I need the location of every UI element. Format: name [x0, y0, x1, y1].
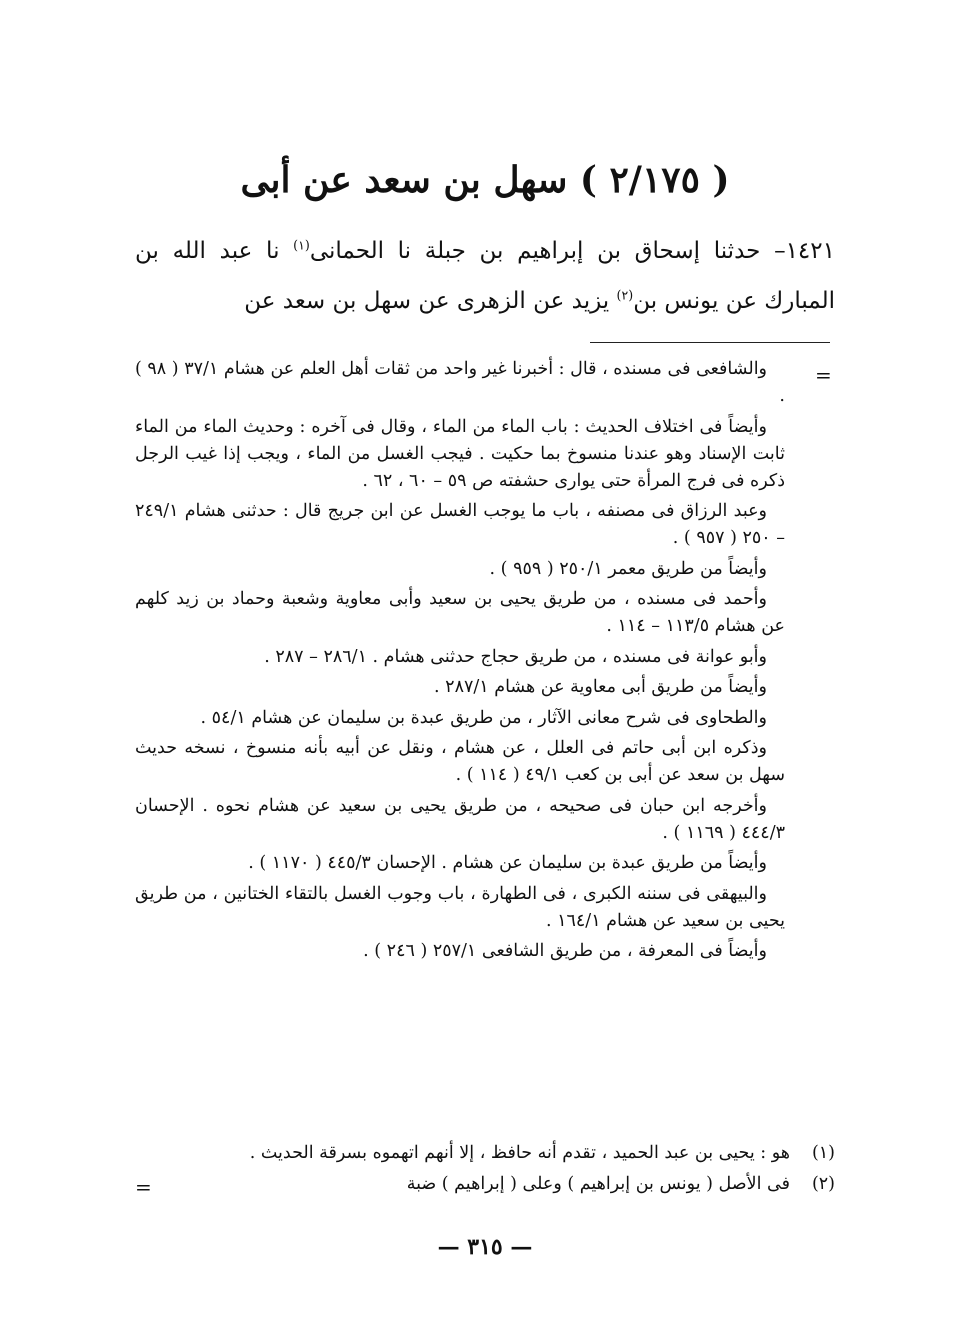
- footnote-separator: [590, 342, 830, 343]
- footnote-text: هو : يحيى بن عبد الحميد ، تقدم أنه حافظ ، إلا أنهم اتهموه بسرقة الحديث .: [249, 1143, 790, 1163]
- continuation-mark-bottom: =: [135, 1175, 152, 1199]
- continuation-mark-top: =: [815, 363, 832, 387]
- continued-footnote: [135, 356, 785, 969]
- hadith-text-part-1: ١٤٢١– حدثنا إسحاق بن إبراهيم بن جبلة نا الحمانى: [309, 238, 835, 264]
- footnotes: [135, 1138, 835, 1200]
- footnote-2: [135, 1169, 835, 1200]
- note-paragraph: والشافعى فى مسنده ، قال : أخبرنا غير واحد من ثقات أهل العلم عن هشام ٣٧/١ ( ٩٨ ) .: [135, 359, 785, 406]
- note-paragraph: وأيضاً من طريق أبى معاوية عن هشام ٢٨٧/١ .: [434, 677, 767, 697]
- section-title: ( ٢/١٧٥ ) سهل بن سعد عن أبى: [240, 159, 730, 201]
- note-paragraph: وأحمد فى مسنده ، من طريق يحيى بن سعيد وأبى معاوية وشعبة وحماد بن زيد كلهم عن هشام ١١٣/٥ – ١١٤ .: [135, 589, 785, 636]
- note-paragraph: وأبو عوانة فى مسنده ، من طريق حجاج حدثنى هشام . ٢٨٦/١ – ٢٨٧ .: [264, 646, 767, 667]
- note-paragraph: والبيهقى فى سننه الكبرى ، فى الطهارة ، باب وجوب الغسل بالتقاء الختانين ، من طريق يحيى بن سعيد عن هشام ١٦٤/١ .: [135, 883, 785, 931]
- hadith-text-part-2: نا عبد الله بن المبارك عن يونس بن: [135, 238, 835, 314]
- hadith-text-part-3: يزيد عن الزهرى عن سهل بن سعد عن: [244, 288, 617, 314]
- note-paragraph: وأيضاً فى المعرفة ، من طريق الشافعى ٢٥٧/١ ( ٢٤٦ ) .: [363, 941, 767, 961]
- footnote-ref-2: (٢): [616, 287, 634, 303]
- note-paragraph: والطحاوى فى شرح معانى الآثار ، من طريق عبدة بن سليمان عن هشام ٥٤/١ .: [200, 707, 767, 728]
- note-paragraph: وأيضاً فى اختلاف الحديث : باب الماء من الماء ، وقال فى آخره : وحديث الماء من الماء ثابت الإسناد وهو عندنا منسوخ بما حكيت . فيجب الغسل من الماء ، ويجب إذا غيب الرجل ذكره فى فرج المرأة حتى يوارى حشفته ص ٥٩ – ٦٠ ، ٦٢ .: [135, 416, 785, 491]
- note-paragraph: وأيضاً من طريق عبدة بن سليمان عن هشام . الإحسان ٤٤٥/٣ ( ١١٧٠ ) .: [248, 853, 767, 873]
- footnote-number: (٢): [811, 1174, 835, 1194]
- note-paragraph: وأخرجه ابن حبان فى صحيحه ، من طريق يحيى بن سعيد عن هشام نحوه . الإحسان ٤٤٤/٣ ( ١١٦٩ ) .: [135, 795, 785, 843]
- note-paragraph: وذكره ابن أبى حاتم فى العلل ، عن هشام ، ونقل عن أبيه بأنه منسوخ ، نسخه حديث سهل بن سعد عن أبى بن كعب ٤٩/١ ( ١١٤ ) .: [135, 738, 785, 785]
- note-paragraph: وأيضاً من طريق معمر ٢٥٠/١ ( ٩٥٩ ) .: [489, 558, 767, 579]
- footnote-text: فى الأصل ( يونس بن إبراهيم ) وعلى ( إبراهيم ) ضبة: [406, 1174, 790, 1194]
- hadith-text: [135, 226, 835, 326]
- footnote-1: [135, 1138, 835, 1169]
- footnote-number: (١): [811, 1143, 835, 1163]
- page-number: — ٣١٥ —: [437, 1234, 533, 1260]
- footnote-ref-1: (١): [293, 237, 310, 253]
- note-paragraph: وعبد الرزاق فى مصنفه ، باب ما يوجب الغسل عن ابن جريج قال : حدثنى هشام ٢٤٩/١ – ٢٥٠ ( ٩٥٧ ) .: [135, 501, 785, 548]
